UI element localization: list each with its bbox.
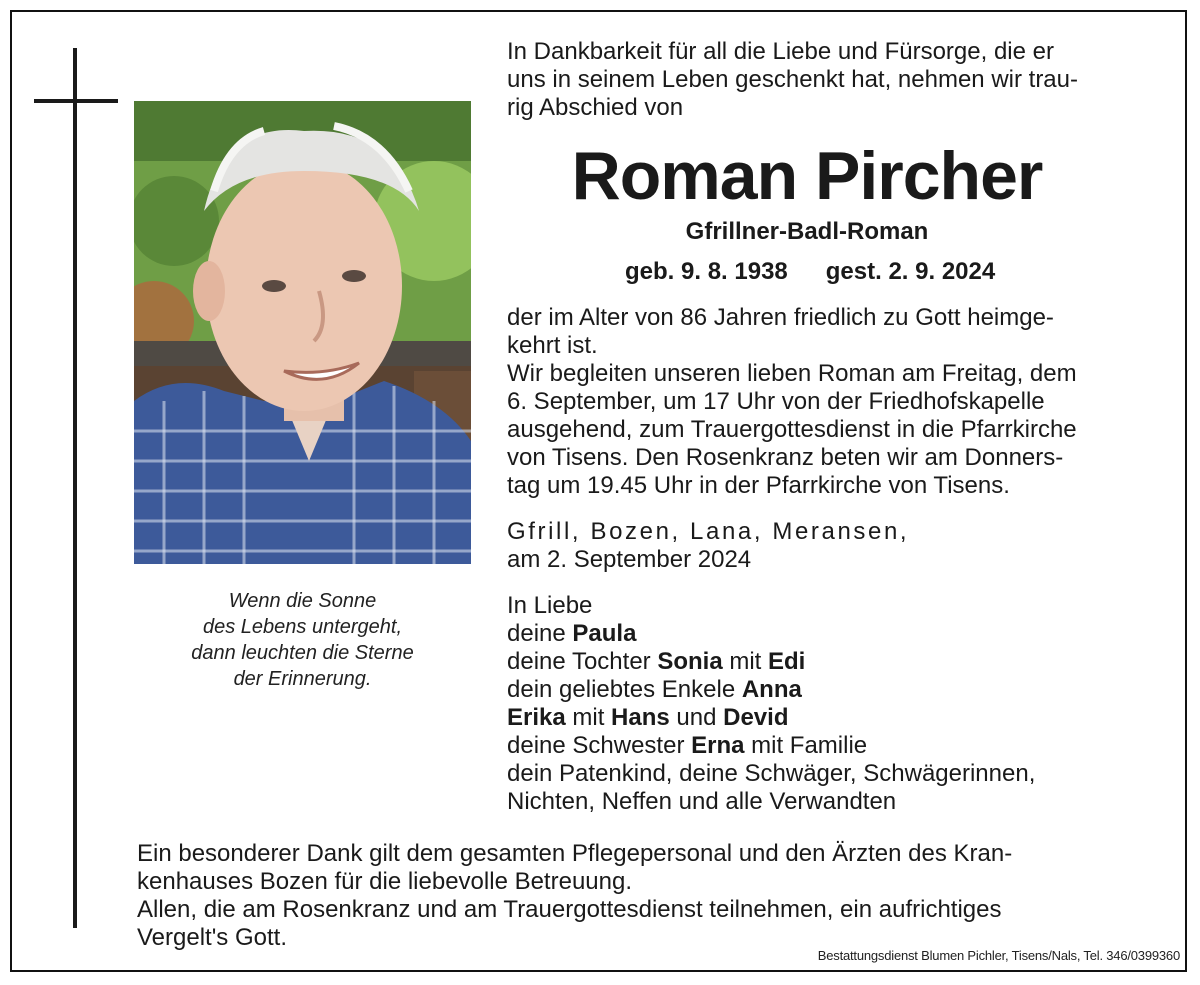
family-line [507,760,1172,788]
family-name: Erna [691,732,745,759]
family-text: mit [565,704,612,731]
family-name: Erika [507,704,566,731]
quote-line: dann leuchten die Sterne [191,642,414,664]
deceased-nickname: Gfrillner-Badl-Roman [685,218,929,245]
life-dates [625,257,995,287]
family-name: Anna [741,676,802,703]
deceased-name: Roman Pircher [571,138,1043,214]
family-name: Edi [768,648,806,675]
thanks-line: Ein besonderer Dank gilt dem gesamten Pflegepersonal und den Ärzten des Kran- [137,840,1013,867]
family-line [507,704,1172,732]
intro-line: In Dankbarkeit für all die Liebe und Fürsorge, die er [507,38,1054,65]
date-line: am 2. September 2024 [507,546,752,573]
place-and-date [507,518,1172,574]
family-text: mit [722,648,768,675]
family-text: deine Tochter [507,648,658,675]
funeral-details [507,304,1172,500]
family-text: mit Familie [744,732,868,759]
family-text: dein geliebtes Enkele [507,676,742,703]
family-text: deine Schwester [507,732,692,759]
family-name: Hans [611,704,670,731]
portrait-photo [134,101,471,564]
family-line [507,676,1172,704]
thanks-line: Vergelt's Gott. [137,924,287,951]
funeral-service-credit: Bestattungsdienst Blumen Pichler, Tisens/Nals, Tel. 346/0399360 [817,948,1180,963]
quote-line: des Lebens untergeht, [202,616,403,638]
details-line: von Tisens. Den Rosenkranz beten wir am Donners- [507,444,1064,471]
family-name: Devid [723,704,789,731]
memorial-quote [140,588,465,692]
intro-line: rig Abschied von [507,94,684,121]
family-name: Sonia [657,648,723,675]
family-text: dein Patenkind, deine Schwäger, Schwägerinnen, [507,760,1036,787]
details-line: ausgehend, zum Trauergottesdienst in die Pfarrkirche [507,416,1077,443]
quote-line: Wenn die Sonne [228,590,377,612]
family-line [507,788,1172,816]
birth-date: geb. 9. 8. 1938 [625,258,788,285]
details-line: 6. September, um 17 Uhr von der Friedhofskapelle [507,388,1045,415]
family-text: deine [507,620,573,647]
family-name: Paula [572,620,637,647]
details-line: der im Alter von 86 Jahren friedlich zu Gott heimge- [507,304,1054,331]
family-text: Nichten, Neffen und alle Verwandten [507,788,897,815]
intro-line: uns in seinem Leben geschenkt hat, nehmen wir trau- [507,66,1078,93]
family-line [507,732,1172,760]
mourners-list [507,592,1172,816]
family-text: und [669,704,724,731]
thanks-line: kenhauses Bozen für die liebevolle Betreuung. [137,868,632,895]
family-line [507,648,1172,676]
quote-line: der Erinnerung. [233,668,372,690]
family-line [507,620,1172,648]
cross-icon-vertical [73,48,77,928]
family-text: In Liebe [507,592,593,619]
details-line: kehrt ist. [507,332,598,359]
acknowledgement-text [137,840,1167,952]
intro-text [507,38,1172,122]
family-line [507,592,1172,620]
details-line: Wir begleiten unseren lieben Roman am Freitag, dem [507,360,1077,387]
cross-icon-horizontal [34,99,118,103]
places-line: Gfrill, Bozen, Lana, Meransen, [507,518,910,545]
death-date: gest. 2. 9. 2024 [825,258,996,285]
portrait-illustration [134,101,471,564]
thanks-line: Allen, die am Rosenkranz und am Trauergottesdienst teilnehmen, ein aufrichtiges [137,896,1002,923]
details-line: tag um 19.45 Uhr in der Pfarrkirche von Tisens. [507,472,1010,499]
